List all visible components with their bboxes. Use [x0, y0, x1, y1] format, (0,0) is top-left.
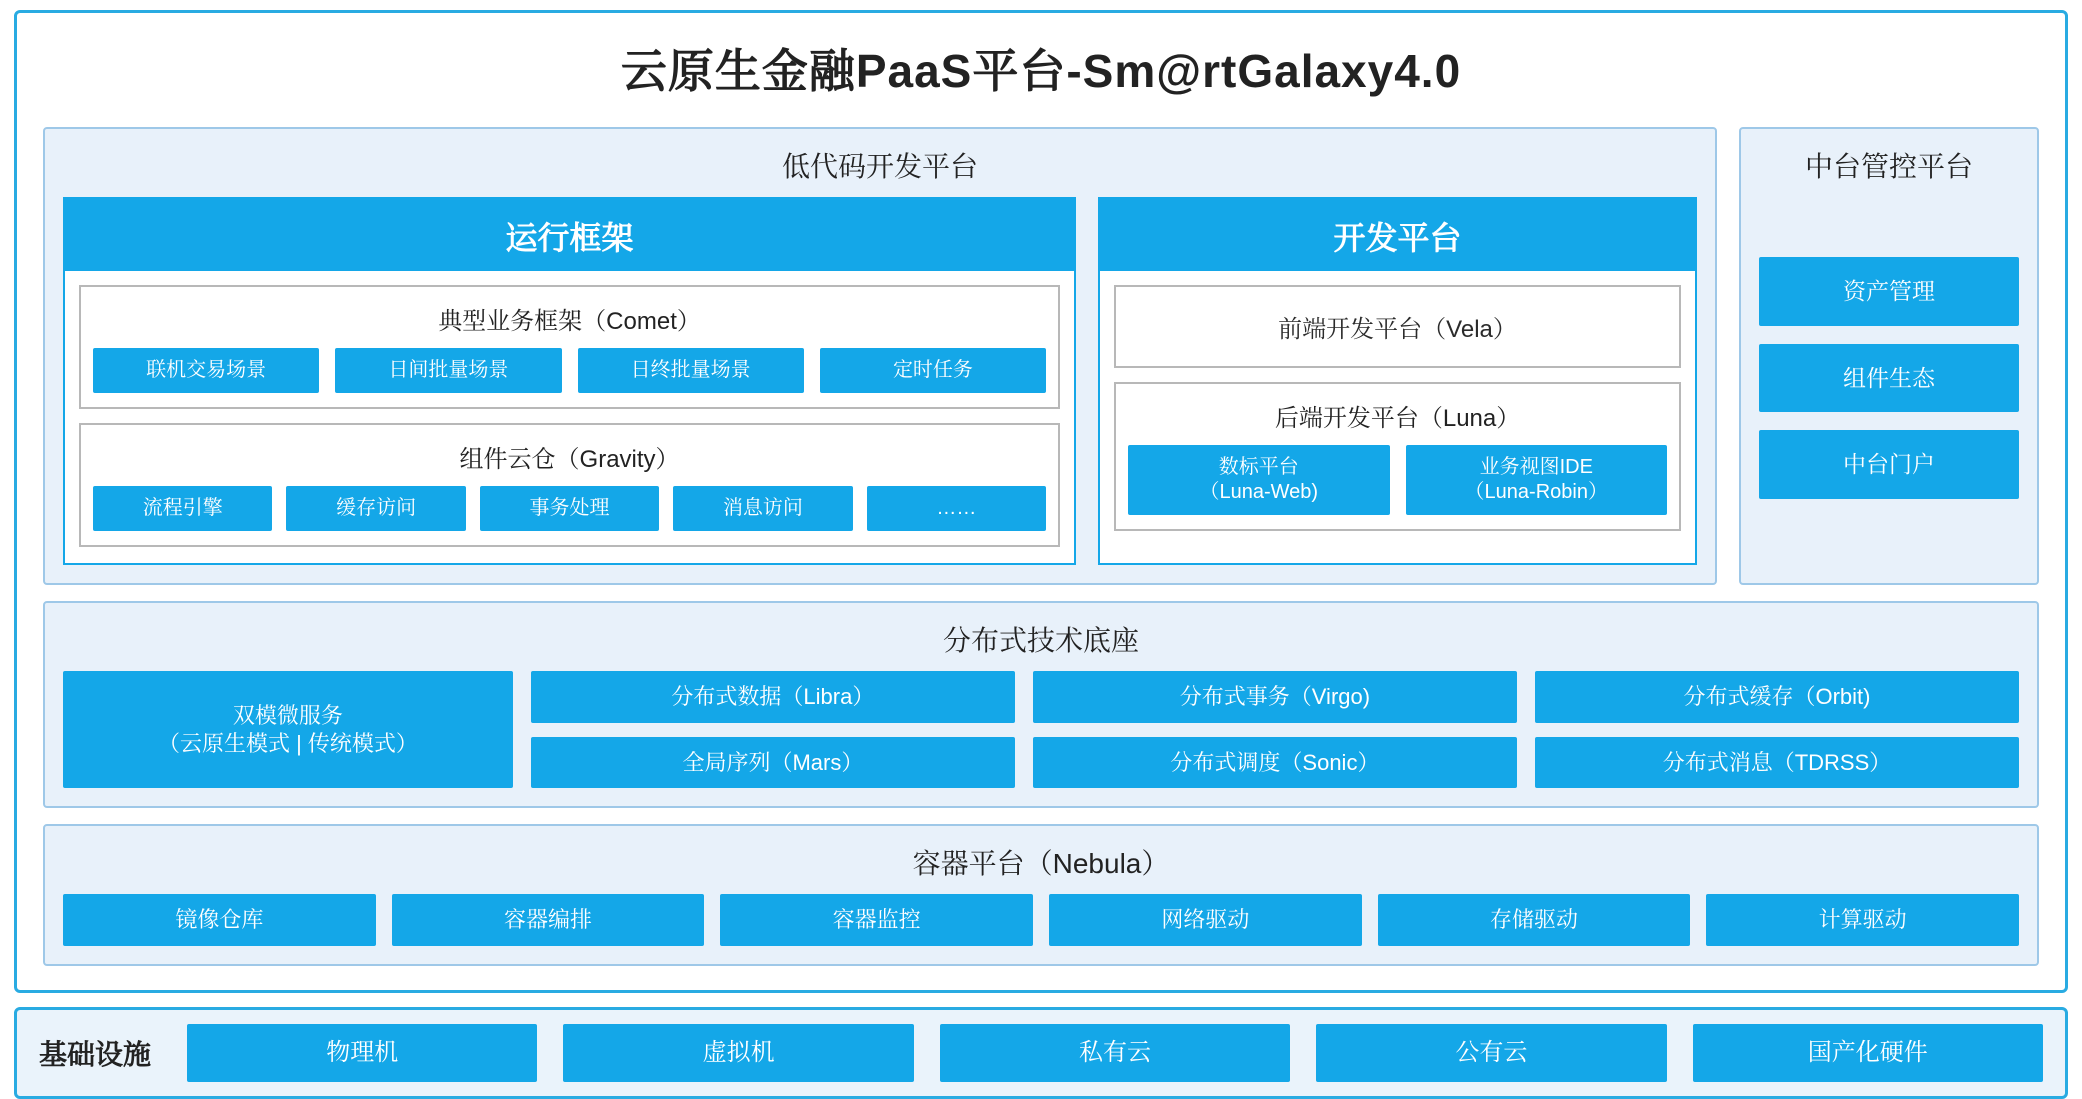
distributed-column [1033, 671, 1517, 788]
distributed-base-title: 分布式技术底座 [942, 625, 1139, 656]
development-platform-block [1098, 197, 1697, 565]
container-item[interactable]: 计算驱动 [1706, 894, 2019, 946]
top-row [43, 127, 2039, 585]
infrastructure-item[interactable]: 虚拟机 [563, 1024, 913, 1082]
gravity-item-more[interactable]: …… [867, 486, 1046, 531]
luna-item-line2: （Luna-Web) [1199, 481, 1319, 503]
midplatform-panel [1739, 127, 2039, 585]
luna-item-line1: 业务视图IDE [1479, 456, 1593, 478]
distributed-columns [531, 671, 2019, 788]
infrastructure-label: 基础设施 [39, 1038, 152, 1070]
midplatform-item[interactable]: 资产管理 [1759, 257, 2019, 326]
container-item[interactable]: 存储驱动 [1378, 894, 1691, 946]
dual-mode-microservice-box[interactable] [63, 671, 513, 788]
gravity-title: 组件云仓（Gravity） [459, 446, 680, 473]
infrastructure-items [187, 1024, 2043, 1082]
development-platform-content [1100, 271, 1695, 563]
distributed-item[interactable]: 全局序列（Mars） [531, 737, 1015, 789]
vela-card[interactable] [1114, 285, 1681, 368]
gravity-item[interactable]: 缓存访问 [286, 486, 465, 531]
luna-card [1114, 382, 1681, 531]
midplatform-item[interactable]: 中台门户 [1759, 430, 2019, 499]
dual-mode-line1: 双模微服务 [232, 703, 343, 728]
container-item[interactable]: 容器监控 [720, 894, 1033, 946]
comet-item[interactable]: 联机交易场景 [93, 348, 319, 393]
container-platform-title: 容器平台（Nebula） [912, 848, 1170, 879]
dual-mode-line2: （云原生模式 | 传统模式） [157, 730, 418, 756]
comet-item[interactable]: 日终批量场景 [578, 348, 804, 393]
midplatform-title: 中台管控平台 [1804, 151, 1973, 182]
distributed-item[interactable]: 分布式调度（Sonic） [1033, 737, 1517, 789]
comet-item[interactable]: 定时任务 [820, 348, 1046, 393]
distributed-base-panel [43, 601, 2039, 808]
gravity-card [79, 423, 1060, 547]
lowcode-platform-body [63, 197, 1697, 565]
comet-item[interactable]: 日间批量场景 [335, 348, 561, 393]
midplatform-items [1759, 197, 2019, 565]
comet-items [93, 348, 1046, 393]
distributed-base-body [63, 671, 2019, 788]
infrastructure-item[interactable]: 私有云 [940, 1024, 1290, 1082]
infrastructure-item[interactable]: 物理机 [187, 1024, 537, 1082]
midplatform-item[interactable]: 组件生态 [1759, 344, 2019, 413]
comet-card [79, 285, 1060, 409]
infrastructure-bar [14, 1007, 2068, 1099]
gravity-item[interactable]: 消息访问 [673, 486, 852, 531]
page-title: 云原生金融PaaS平台-Sm@rtGalaxy4.0 [620, 45, 1462, 97]
runtime-framework-block [63, 197, 1076, 565]
luna-item-line2: （Luna-Robin） [1464, 481, 1608, 503]
container-platform-panel [43, 824, 2039, 966]
infrastructure-item[interactable]: 公有云 [1316, 1024, 1666, 1082]
container-item[interactable]: 容器编排 [392, 894, 705, 946]
luna-title: 后端开发平台（Luna） [1274, 405, 1521, 432]
container-item[interactable]: 镜像仓库 [63, 894, 376, 946]
luna-item[interactable] [1128, 445, 1389, 515]
distributed-column [1535, 671, 2019, 788]
gravity-item[interactable]: 流程引擎 [93, 486, 272, 531]
distributed-item[interactable]: 分布式消息（TDRSS） [1535, 737, 2019, 789]
runtime-framework-content [65, 271, 1074, 563]
distributed-column [531, 671, 1015, 788]
lowcode-platform-panel [43, 127, 1717, 585]
platform-frame [14, 10, 2068, 993]
runtime-framework-header: 运行框架 [65, 199, 1074, 271]
luna-item[interactable] [1406, 445, 1667, 515]
development-platform-header: 开发平台 [1100, 199, 1695, 271]
luna-items [1128, 445, 1667, 515]
container-item[interactable]: 网络驱动 [1049, 894, 1362, 946]
gravity-item[interactable]: 事务处理 [480, 486, 659, 531]
distributed-item[interactable]: 分布式数据（Libra） [531, 671, 1015, 723]
infrastructure-item[interactable]: 国产化硬件 [1693, 1024, 2043, 1082]
comet-title: 典型业务框架（Comet） [438, 308, 701, 335]
dual-mode-microservice-block [63, 671, 513, 788]
container-platform-items [63, 894, 2019, 946]
distributed-item[interactable]: 分布式缓存（Orbit) [1535, 671, 2019, 723]
distributed-item[interactable]: 分布式事务（Virgo) [1033, 671, 1517, 723]
gravity-items [93, 486, 1046, 531]
vela-label: 前端开发平台（Vela） [1278, 316, 1517, 343]
lowcode-platform-title: 低代码开发平台 [781, 151, 978, 182]
luna-item-line1: 数标平台 [1218, 456, 1299, 478]
